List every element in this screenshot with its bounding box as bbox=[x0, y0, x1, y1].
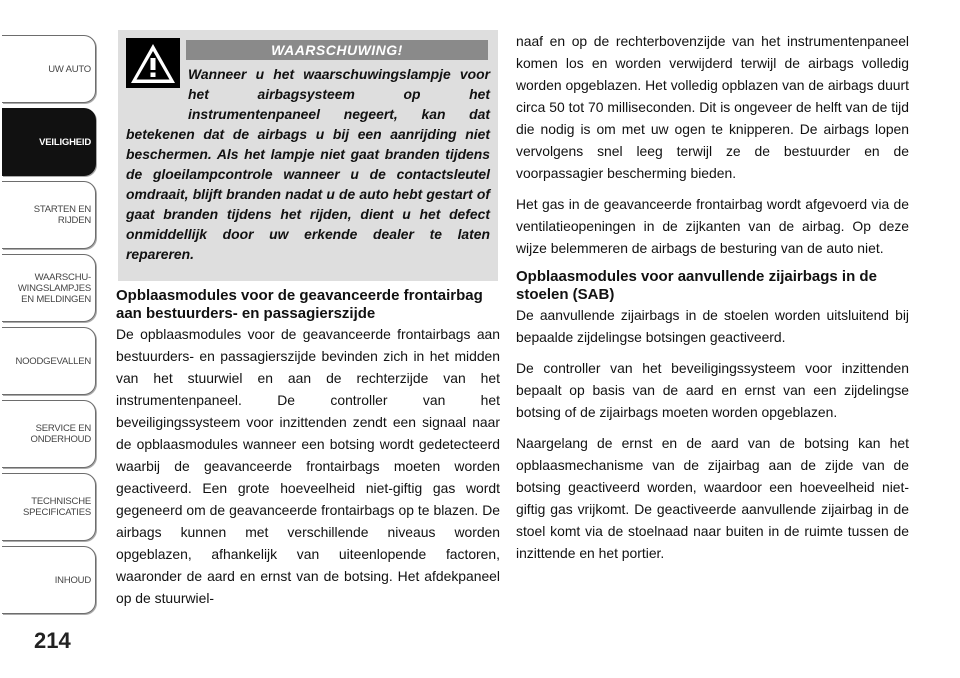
section-heading-zijairbags: Opblaasmodules voor aanvullende zijairbags in de stoelen (SAB) bbox=[516, 268, 877, 303]
chapter-tabs bbox=[0, 0, 100, 620]
right-column bbox=[516, 30, 909, 573]
tab-veiligheid[interactable]: VEILIGHEID bbox=[2, 108, 96, 176]
tab-starten-en-rijden[interactable]: STARTEN EN RIJDEN bbox=[2, 181, 96, 249]
tab-inhoud[interactable]: INHOUD bbox=[2, 546, 96, 614]
tab-waarschuwingslampjes[interactable]: WAARSCHU- WINGSLAMPJES EN MELDINGEN bbox=[2, 254, 96, 322]
tab-noodgevallen[interactable]: NOODGEVALLEN bbox=[2, 327, 96, 395]
warning-text: Wanneer u het waarschuwingslampje voor het airbagsysteem op het instrumentenpaneel negeert, kan dat betekenen dat de airbags u bij een aanrijding niet beschermen. Als het lampje niet gaat branden tijdens de gloeilampcontrole wanneer u de contactsleutel omdraait, blijft branden nadat u de auto hebt gestart of gaat branden tijdens het rijden, dient u het defect onmiddellijk door uw erkende dealer te laten repareren. bbox=[126, 66, 490, 262]
paragraph-gas-afvoer: Het gas in de geavanceerde frontairbag wordt afgevoerd via de ventilatieopeningen in de zijkanten van de airbag. Op deze wijze belemmeren de airbags de besturing van de auto niet. bbox=[516, 196, 909, 256]
page-number: 214 bbox=[34, 628, 71, 653]
paragraph-zijairbags-3: Naargelang de ernst en de aard van de botsing kan het opblaasmechanisme van de zijairbag aan de zijde van de botsing geactiveerd worden, waardoor een hoeveelheid niet-giftig gas vrijkomt. De geactiveerde aanvullende zijairbag in de stoel komt via de stoelnaad naar buiten in de ruimte tussen de inzittende en het portier. bbox=[516, 435, 909, 561]
paragraph-frontairbag: De opblaasmodules voor de geavanceerde frontairbags aan bestuurders- en passagierszijde bevinden zich in het midden van het stuurwiel en aan de rechterzijde van het instrumentenpaneel. De controller van het beveiligingssysteem voor inzittenden zendt een signaal naar de opblaasmodules wanneer een botsing wordt gedetecteerd waarbij de geavanceerde frontairbags moeten worden geactiveerd. Een grote hoeveelheid niet-giftig gas wordt gegeneerd om de geavanceerde frontairbags op te blazen. De airbags kunnen met verschillende niveaus worden opgeblazen, afhankelijk van uiteenlopende factoren, waaronder de aard en ernst van de botsing. Het afdekpaneel op de stuurwiel- bbox=[116, 326, 500, 606]
warning-box bbox=[118, 30, 498, 281]
warning-triangle-icon bbox=[126, 38, 180, 88]
left-column bbox=[116, 287, 500, 618]
paragraph-continuation: naaf en op de rechterbovenzijde van het instrumentenpaneel komen los en worden verwijderd terwijl de airbags volledig worden opgeblazen. Het volledig opblazen van de airbags duurt circa 50 tot 70 milliseconden. Dit is ongeveer de helft van de tijd die nodig is om met uw ogen te knipperen. De airbags lopen vervolgens snel leeg terwijl ze de bestuurder en de voorpassagier bescherming bieden. bbox=[516, 33, 909, 181]
tab-service-en-onderhoud[interactable]: SERVICE EN ONDERHOUD bbox=[2, 400, 96, 468]
paragraph-zijairbags-2: De controller van het beveiligingssysteem voor inzittenden bepaalt op basis van de aard en ernst van een zijdelingse botsing of de zijairbags moeten worden opgeblazen. bbox=[516, 360, 909, 420]
warning-title: WAARSCHUWING! bbox=[186, 40, 488, 60]
tab-uw-auto[interactable]: UW AUTO bbox=[2, 35, 96, 103]
tab-technische-specificaties[interactable]: TECHNISCHE SPECIFICATIES bbox=[2, 473, 96, 541]
section-heading-frontairbag: Opblaasmodules voor de geavanceerde frontairbag aan bestuurders- en passagierszijde bbox=[116, 287, 483, 322]
paragraph-zijairbags-1: De aanvullende zijairbags in de stoelen worden uitsluitend bij bepaalde zijdelingse botsingen geactiveerd. bbox=[516, 307, 909, 345]
